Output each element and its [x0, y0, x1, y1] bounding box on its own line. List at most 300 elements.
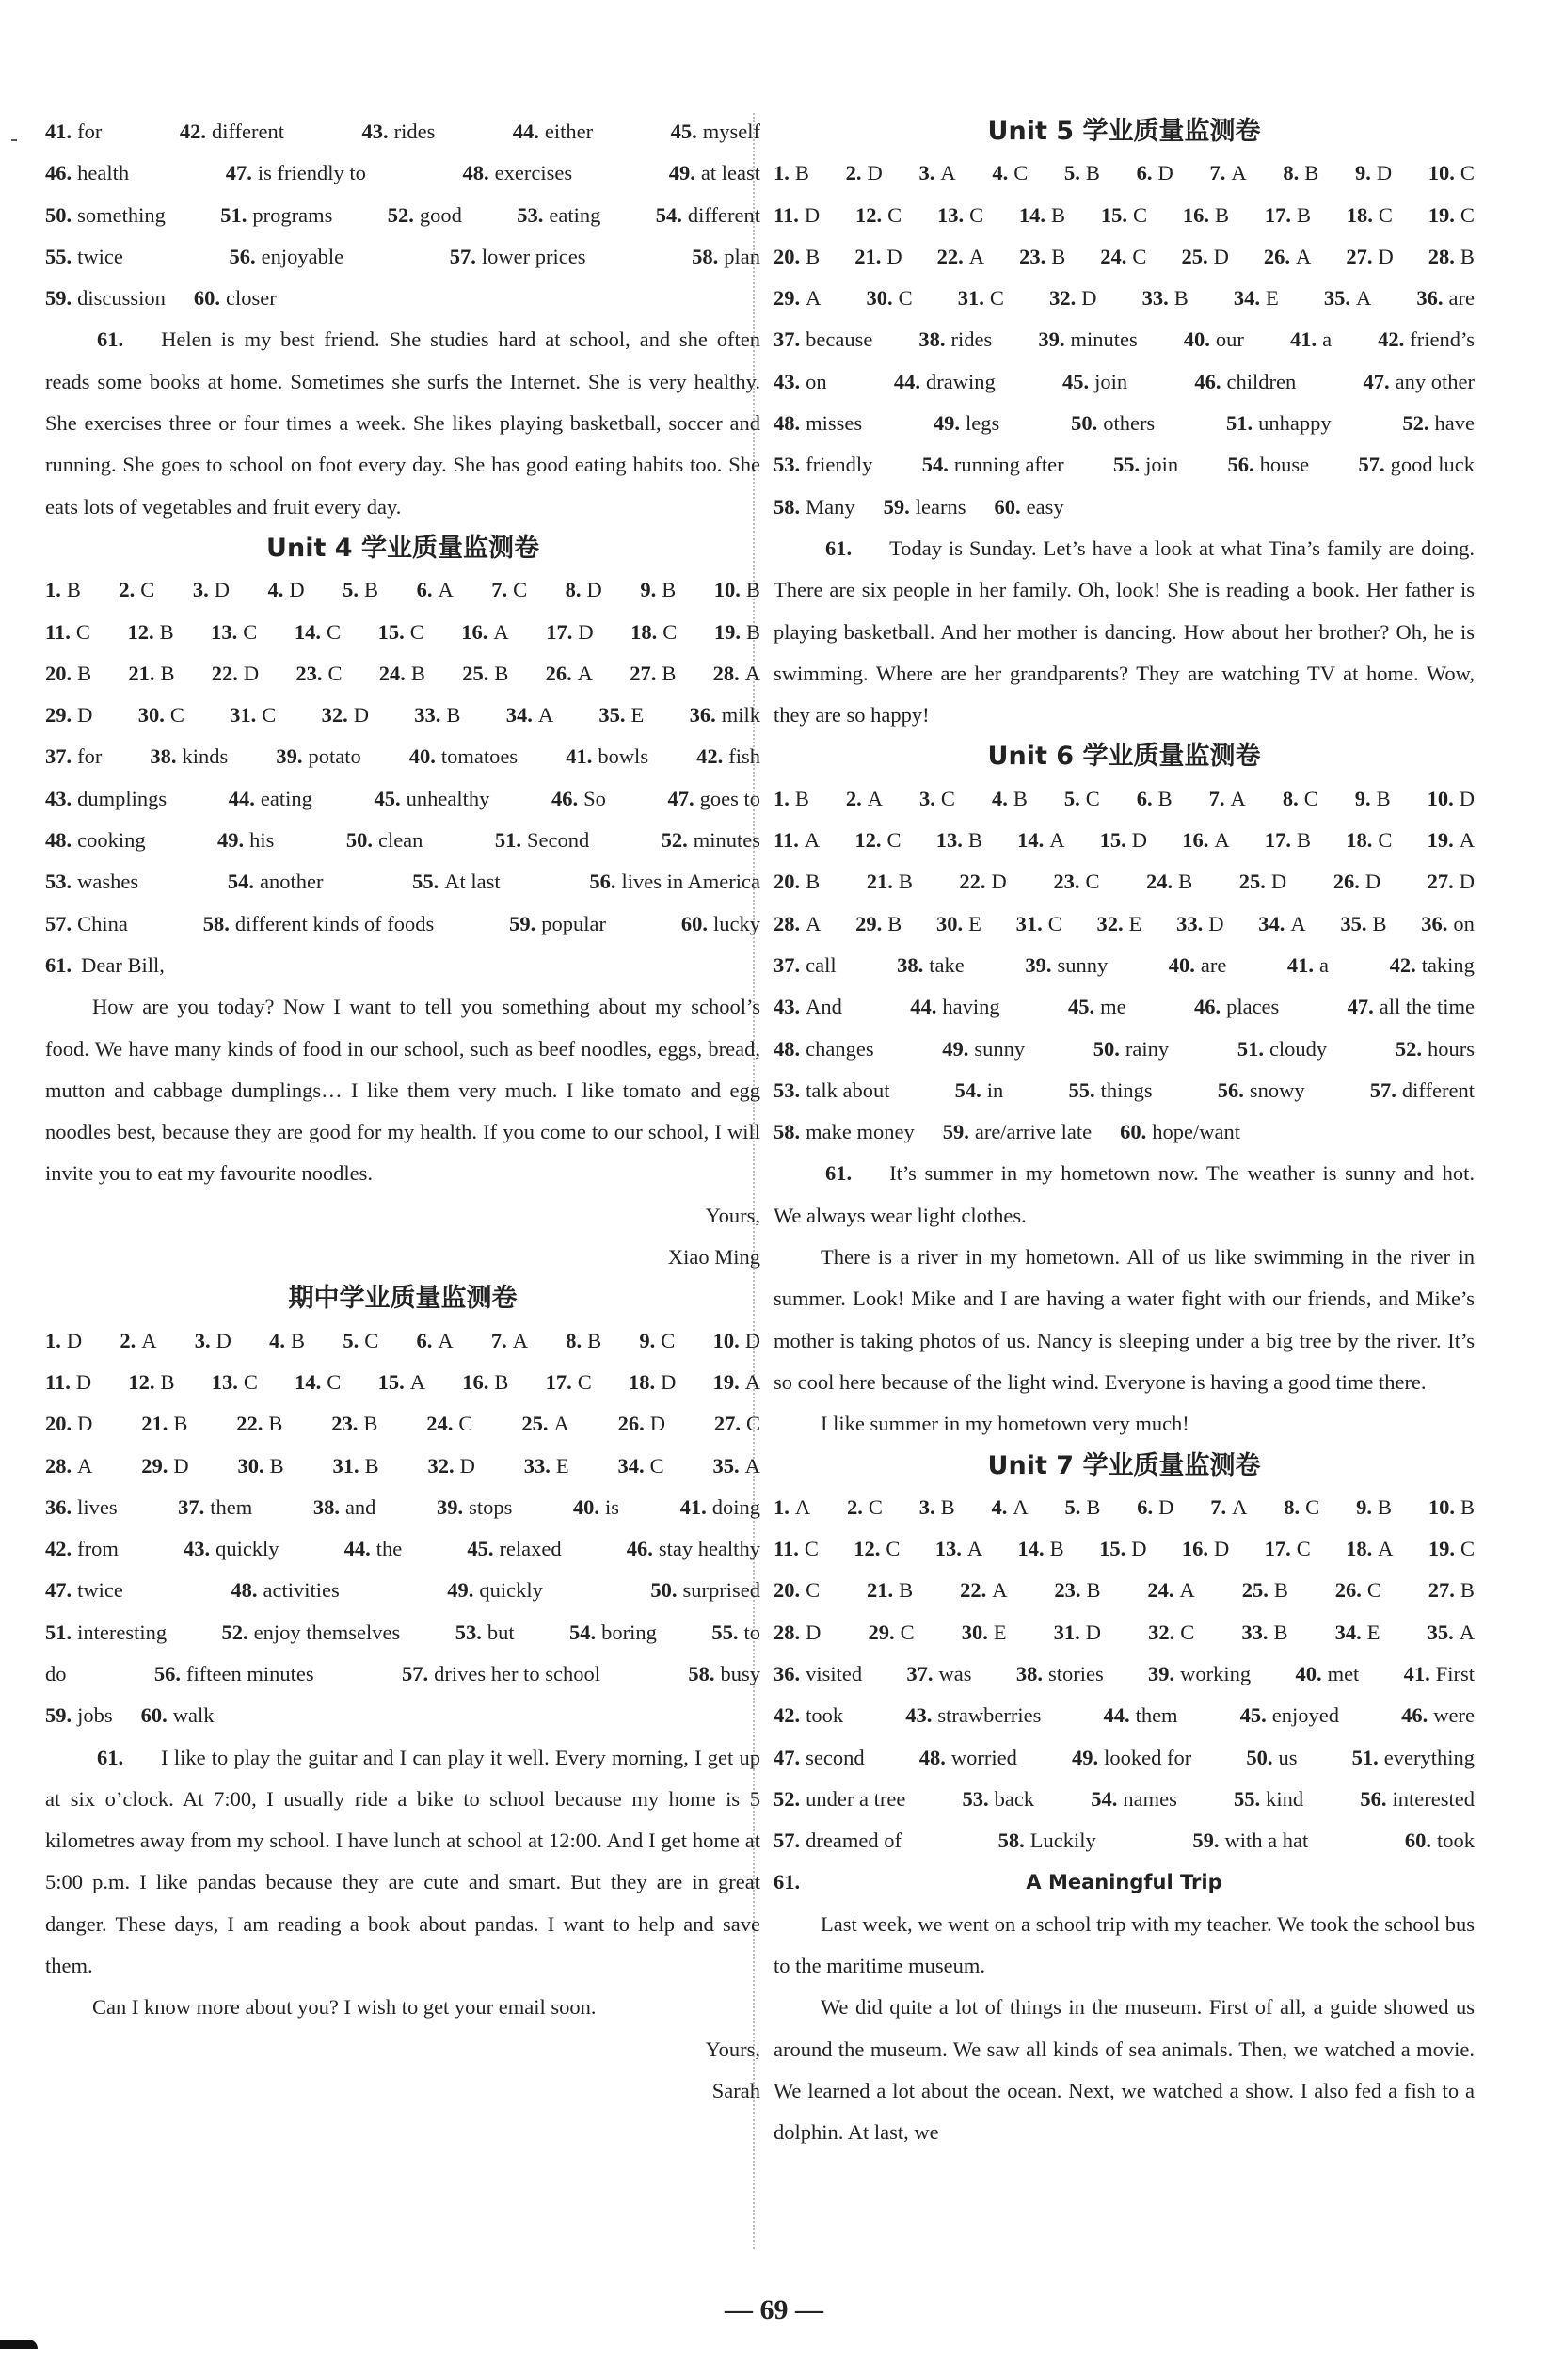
- answer-item: [45, 736, 102, 777]
- answer-item: [154, 1653, 314, 1695]
- question-number: 28.: [774, 1620, 801, 1644]
- answer-text: C: [745, 1412, 760, 1436]
- question-number: 55.: [412, 870, 439, 894]
- answer-item: [958, 278, 1004, 319]
- answer-text: C: [262, 703, 277, 727]
- answer-text: A: [1459, 828, 1475, 853]
- answer-text: D: [804, 202, 821, 227]
- answer-text: D: [215, 1328, 231, 1352]
- answer-item: [45, 195, 166, 236]
- answer-item: [918, 152, 955, 194]
- answer-item: [774, 1653, 862, 1695]
- answer-item: [1340, 903, 1386, 945]
- answer-row: [45, 1695, 760, 1736]
- answer-item: [618, 1403, 665, 1445]
- answer-text: any other: [1395, 369, 1475, 393]
- answer-item: [937, 195, 983, 236]
- question-number: 1.: [45, 578, 61, 602]
- answer-text: B: [364, 578, 379, 602]
- answer-text: places: [1226, 995, 1280, 1019]
- answer-item: [1147, 1570, 1194, 1611]
- question-number: 13.: [935, 828, 963, 853]
- answer-text: D: [1208, 911, 1224, 935]
- answer-row: [45, 278, 760, 319]
- answer-text: B: [1296, 828, 1311, 853]
- question-number: 34.: [1233, 286, 1260, 311]
- answer-item: [774, 1612, 821, 1653]
- answer-item: [212, 653, 259, 695]
- answer-item: [774, 945, 837, 986]
- question-number: 9.: [640, 578, 657, 602]
- answer-item: [942, 1029, 1025, 1070]
- question-number: 50.: [1246, 1745, 1273, 1769]
- answer-item: [774, 986, 842, 1028]
- answer-item: [1071, 403, 1155, 444]
- answer-text: stories: [1047, 1661, 1104, 1685]
- question-number: 47.: [667, 786, 694, 810]
- answer-item: [546, 612, 593, 653]
- question-number: 44.: [910, 995, 937, 1019]
- answer-text: something: [77, 202, 166, 227]
- answer-item: [461, 612, 508, 653]
- question-number: 5.: [1063, 161, 1080, 185]
- answer-item: [774, 778, 809, 820]
- answer-text: C: [1296, 1537, 1311, 1561]
- answer-item: [1218, 1070, 1305, 1111]
- question-number: 58.: [692, 244, 719, 268]
- question-number: 4.: [269, 1328, 286, 1352]
- answer-text: are: [1448, 286, 1475, 311]
- answer-text: others: [1103, 411, 1156, 436]
- question-number: 45.: [1067, 995, 1095, 1019]
- answer-text: C: [458, 1412, 473, 1436]
- answer-item: [1099, 1528, 1146, 1570]
- answer-text: fish: [728, 744, 760, 769]
- answer-text: A: [966, 1537, 983, 1561]
- question-number: 61.: [825, 1161, 853, 1186]
- answer-item: [1402, 403, 1475, 444]
- answer-text: D: [991, 870, 1007, 894]
- question-number: 25.: [521, 1412, 549, 1436]
- answer-text: B: [1173, 286, 1189, 311]
- answer-item: [1100, 236, 1146, 278]
- question-number: 2.: [847, 1494, 863, 1519]
- answer-text: C: [804, 1537, 819, 1561]
- question-number: 17.: [545, 1369, 572, 1394]
- answer-text: B: [662, 578, 677, 602]
- answer-item: [45, 1487, 118, 1528]
- answer-item: [774, 319, 872, 360]
- question-number: 61.: [45, 952, 72, 977]
- question-number: 16.: [462, 1369, 489, 1394]
- answer-text: taking: [1421, 952, 1475, 977]
- answer-item: [1148, 1653, 1251, 1695]
- question-number: 30.: [866, 286, 893, 311]
- answer-item: [1428, 1570, 1475, 1611]
- answer-text: took: [1436, 1829, 1475, 1853]
- answer-text: A: [1231, 161, 1247, 185]
- question-number: 47.: [774, 1745, 801, 1769]
- answer-text: A: [577, 661, 593, 685]
- question-number: 7.: [491, 578, 508, 602]
- essay-text: Last week, we went on a school trip with my teacher. We took the school bus to the maritime museum.: [774, 1911, 1475, 1978]
- question-number: 41.: [1289, 327, 1317, 352]
- answer-item: [194, 278, 277, 319]
- answer-item: [1181, 236, 1228, 278]
- answer-item: [884, 487, 966, 528]
- question-number: 33.: [1176, 911, 1204, 935]
- answer-item: [1242, 1570, 1288, 1611]
- question-number: 59.: [45, 286, 72, 311]
- answer-text: relaxed: [499, 1537, 562, 1561]
- question-number: 19.: [1428, 202, 1455, 227]
- answer-text: misses: [806, 411, 863, 436]
- question-number: 41.: [679, 1494, 707, 1519]
- question-number: 59.: [942, 1120, 969, 1144]
- answer-text: D: [243, 661, 260, 685]
- question-number: 21.: [866, 870, 893, 894]
- answer-text: A: [968, 244, 985, 268]
- question-number: 40.: [1295, 1661, 1322, 1685]
- answer-row: [45, 195, 760, 236]
- question-number: 31.: [332, 1453, 359, 1478]
- answer-item: [1390, 945, 1475, 986]
- question-number: 32.: [321, 703, 348, 727]
- question-number: 32.: [1096, 911, 1124, 935]
- question-number: 19.: [1427, 828, 1454, 853]
- answer-text: enjoy themselves: [253, 1620, 401, 1644]
- answer-item: [868, 1612, 914, 1653]
- answer-text: A: [512, 1328, 528, 1352]
- question-number: 16.: [1181, 1537, 1208, 1561]
- question-number: 50.: [45, 202, 72, 227]
- answer-text: E: [1128, 911, 1142, 935]
- answer-text: myself: [702, 120, 760, 143]
- answer-item: [573, 1487, 619, 1528]
- answer-text: D: [173, 1453, 189, 1478]
- answer-item: [922, 444, 1064, 486]
- answer-text: boring: [601, 1620, 657, 1644]
- answer-item: [1062, 361, 1127, 403]
- answer-text: A: [1214, 828, 1230, 853]
- answer-item: [313, 1487, 376, 1528]
- question-number: 49.: [668, 161, 695, 185]
- question-number: 56.: [1217, 1078, 1244, 1102]
- answer-item: [1226, 403, 1332, 444]
- answer-item: [569, 1612, 657, 1653]
- answer-text: house: [1259, 453, 1310, 477]
- question-number: 45.: [670, 120, 697, 143]
- question-number: 35.: [598, 703, 626, 727]
- answer-item: [905, 1695, 1041, 1736]
- question-number: 33.: [1241, 1620, 1269, 1644]
- answer-text: C: [140, 578, 155, 602]
- answer-item: [846, 152, 883, 194]
- question-number: 20.: [774, 870, 801, 894]
- answer-item: [513, 111, 593, 152]
- answer-text: looked for: [1104, 1745, 1192, 1769]
- answer-row: [774, 195, 1475, 236]
- answer-text: join: [1094, 369, 1128, 393]
- question-number: 37.: [774, 327, 801, 352]
- answer-text: kinds: [182, 744, 229, 769]
- answer-item: [1210, 1487, 1247, 1528]
- answer-item: [1137, 778, 1173, 820]
- answer-text: good luck: [1390, 453, 1475, 477]
- answer-text: lives: [77, 1494, 118, 1519]
- answer-item: [417, 569, 454, 611]
- answer-text: B: [1049, 1537, 1064, 1561]
- answer-item: [1237, 1029, 1327, 1070]
- question-number: 13.: [934, 1537, 962, 1561]
- question-number: 59.: [1192, 1829, 1220, 1853]
- question-number: 58.: [688, 1661, 715, 1685]
- question-number: 19.: [712, 1369, 740, 1394]
- question-number: 23.: [1019, 244, 1046, 268]
- answer-item: [714, 1403, 760, 1445]
- answer-item: [1101, 195, 1147, 236]
- question-number: 39.: [276, 744, 303, 769]
- answer-text: and: [344, 1494, 376, 1519]
- answer-text: B: [1460, 1578, 1475, 1603]
- answer-text: for: [77, 120, 103, 143]
- question-number: 36.: [689, 703, 716, 727]
- answer-item: [416, 1320, 453, 1362]
- question-number: 52.: [1395, 1036, 1422, 1061]
- answer-item: [378, 612, 424, 653]
- question-number: 55.: [711, 1620, 739, 1644]
- answer-item: [1234, 278, 1279, 319]
- question-number: 39.: [1038, 327, 1065, 352]
- answer-item: [426, 1403, 472, 1445]
- question-number: 53.: [45, 870, 72, 894]
- answer-item: [774, 1570, 820, 1611]
- answer-item: [1378, 319, 1475, 360]
- question-number: 48.: [774, 411, 801, 436]
- answer-text: C: [327, 661, 343, 685]
- answer-text: sunny: [1057, 952, 1109, 977]
- answer-row: [45, 903, 760, 945]
- answer-item: [412, 861, 501, 902]
- question-number: 56.: [1360, 1786, 1387, 1811]
- question-number: 38.: [897, 952, 924, 977]
- answer-text: B: [940, 1494, 955, 1519]
- answer-text: C: [898, 286, 913, 311]
- answer-item: [774, 1029, 874, 1070]
- answer-text: B: [899, 1578, 914, 1603]
- answer-text: but: [487, 1620, 515, 1644]
- question-number: 13.: [211, 1369, 238, 1394]
- answer-text: is friendly to: [257, 161, 366, 185]
- essay-text: Helen is my best friend. She studies hard at school, and she often reads some books at home. Sometimes she surfs the Internet. She is very healthy. She exercises three or four times a week. She likes playing basketball, soccer and running. She goes to school on foot every day. She has good eating habits too. She eats lots of vegetables and fruit every day.: [45, 327, 760, 519]
- answer-item: [203, 903, 435, 945]
- question-number: 24.: [1147, 1578, 1174, 1603]
- answer-text: C: [1460, 1537, 1475, 1561]
- answer-item: [855, 903, 902, 945]
- answer-text: C: [1180, 1620, 1195, 1644]
- question-number: 37.: [178, 1494, 205, 1519]
- answer-text: for: [77, 744, 103, 769]
- question-number: 45.: [374, 786, 401, 810]
- answer-text: D: [1085, 1620, 1102, 1644]
- question-number: 4.: [267, 578, 284, 602]
- answer-item: [1356, 1487, 1392, 1528]
- answer-text: tomatoes: [440, 744, 519, 769]
- answer-item: [692, 236, 760, 278]
- question-number: 15.: [1099, 828, 1126, 853]
- answer-item: [455, 1612, 515, 1653]
- answer-row: [45, 653, 760, 695]
- question-number: 3.: [192, 578, 209, 602]
- answer-item: [640, 569, 676, 611]
- answer-item: [226, 152, 366, 194]
- answer-text: A: [1230, 786, 1246, 810]
- answer-text: B: [898, 870, 913, 894]
- answer-text: rides: [393, 120, 436, 143]
- answer-item: [1241, 1612, 1287, 1653]
- answer-text: D: [586, 578, 602, 602]
- answer-item: [491, 1320, 528, 1362]
- answer-item: [1240, 1695, 1339, 1736]
- answer-text: jobs: [77, 1703, 113, 1728]
- answer-text: everything: [1383, 1745, 1475, 1769]
- answer-item: [269, 1320, 305, 1362]
- answer-item: [936, 820, 982, 861]
- question-number: 1.: [774, 1494, 790, 1519]
- answer-text: C: [1460, 202, 1475, 227]
- answer-text: clean: [377, 828, 423, 853]
- question-number: 46.: [626, 1537, 653, 1561]
- answer-item: [211, 612, 257, 653]
- question-number: 29.: [774, 286, 801, 311]
- answer-item: [447, 1570, 543, 1611]
- answer-item: [195, 1320, 231, 1362]
- answer-item: [688, 1653, 760, 1695]
- section-heading: Unit 6 学业质量监测卷: [987, 742, 1261, 772]
- question-number: 41.: [566, 744, 593, 769]
- answer-item: [714, 569, 760, 611]
- answer-item: [1239, 861, 1286, 902]
- answer-text: sunny: [974, 1036, 1026, 1061]
- answer-item: [1169, 945, 1227, 986]
- answer-text: D: [77, 1412, 93, 1436]
- answer-item: [128, 653, 174, 695]
- answer-text: B: [66, 578, 81, 602]
- answer-item: [344, 1528, 403, 1570]
- answer-text: B: [363, 1412, 378, 1436]
- answer-item: [524, 1446, 569, 1487]
- question-number: 16.: [1182, 828, 1209, 853]
- answer-item: [1370, 1070, 1475, 1111]
- answer-block: [774, 152, 1475, 528]
- answer-item: [1142, 278, 1189, 319]
- answer-row: [774, 278, 1475, 319]
- question-number: 53.: [455, 1620, 482, 1644]
- question-number: 42.: [774, 1703, 801, 1728]
- answer-text: D: [289, 578, 305, 602]
- answer-item: [1283, 152, 1318, 194]
- answer-text: us: [1278, 1745, 1298, 1769]
- answer-item: [1324, 278, 1371, 319]
- answer-item: [867, 861, 913, 902]
- answer-text: D: [1157, 161, 1173, 185]
- question-number: 4.: [992, 161, 1009, 185]
- answer-text: enjoyable: [261, 244, 344, 268]
- answer-block: [774, 778, 1475, 1154]
- question-number: 41.: [1403, 1661, 1430, 1685]
- answer-item: [276, 736, 360, 777]
- answer-item: [231, 1570, 339, 1611]
- question-number: 14.: [1017, 1537, 1045, 1561]
- question-number: 33.: [523, 1453, 551, 1478]
- question-number: 2.: [119, 578, 136, 602]
- answer-item: [1068, 1070, 1152, 1111]
- answer-text: B: [1460, 244, 1475, 268]
- answer-item: [1182, 820, 1229, 861]
- question-number: 24.: [1100, 244, 1127, 268]
- answer-item: [713, 1362, 760, 1403]
- answer-item: [1025, 945, 1108, 986]
- answer-text: B: [587, 1328, 602, 1352]
- answer-item: [774, 820, 820, 861]
- question-number: 51.: [45, 1620, 72, 1644]
- answer-text: goes to: [699, 786, 760, 810]
- answer-item: [854, 1528, 900, 1570]
- answer-item: [1137, 152, 1173, 194]
- question-number: 38.: [918, 327, 946, 352]
- question-number: 53.: [774, 1078, 801, 1102]
- question-number: 38.: [312, 1494, 340, 1519]
- answer-item: [414, 695, 460, 736]
- answer-item: [333, 1446, 379, 1487]
- question-number: 31.: [957, 286, 984, 311]
- letter-signature: Xiao Ming: [667, 1245, 760, 1270]
- answer-text: A: [794, 1494, 811, 1519]
- question-number: 10.: [1427, 786, 1454, 810]
- answer-item: [1148, 1612, 1194, 1653]
- question-number: 2.: [845, 786, 862, 810]
- answer-text: B: [160, 1369, 175, 1394]
- answer-item: [546, 653, 593, 695]
- question-number: 34.: [505, 703, 533, 727]
- question-number: 36.: [45, 1494, 72, 1519]
- answer-item: [462, 1362, 508, 1403]
- answer-item: [618, 1446, 664, 1487]
- question-number: 16.: [1182, 202, 1209, 227]
- question-number: 27.: [630, 661, 657, 685]
- question-number: 29.: [45, 703, 72, 727]
- answer-text: health: [77, 161, 130, 185]
- answer-text: washes: [77, 870, 139, 894]
- question-number: 46.: [1194, 369, 1221, 393]
- answer-text: closer: [226, 286, 277, 311]
- question-number: 48.: [231, 1578, 258, 1603]
- answer-item: [1360, 1779, 1475, 1820]
- answer-row: [45, 1446, 760, 1487]
- answer-text: A: [1232, 1494, 1248, 1519]
- answer-item: [1416, 278, 1475, 319]
- answer-item: [45, 111, 102, 152]
- answer-row: [774, 778, 1475, 820]
- answer-text: minutes: [693, 828, 760, 853]
- answer-item: [962, 1612, 1007, 1653]
- answer-item: [1184, 319, 1244, 360]
- question-number: 8.: [565, 578, 582, 602]
- answer-text: First: [1435, 1661, 1475, 1685]
- answer-text: discussion: [77, 286, 166, 311]
- answer-text: A: [992, 1578, 1008, 1603]
- answer-text: B: [1377, 1494, 1392, 1519]
